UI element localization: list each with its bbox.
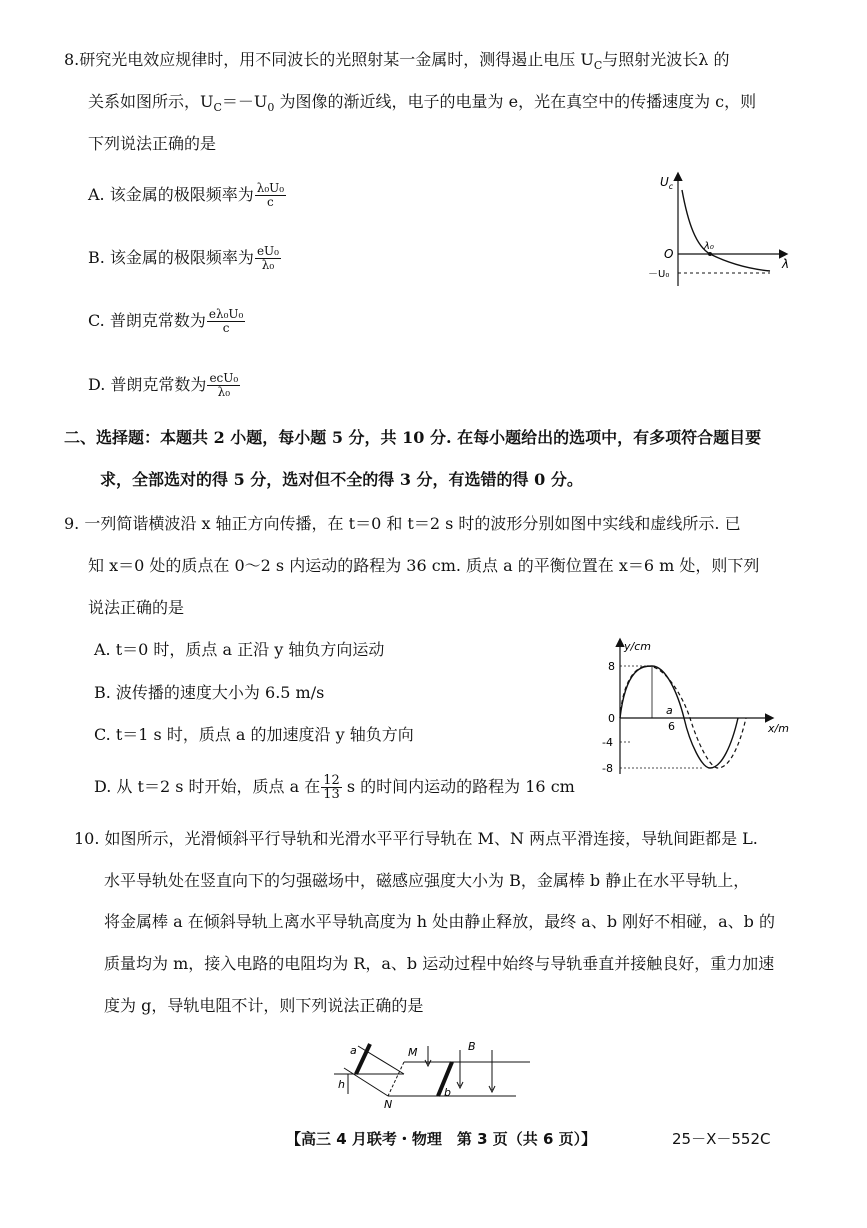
q8-photoelectric-graph xyxy=(640,168,800,298)
label-m: M xyxy=(408,1046,418,1059)
mn-connection xyxy=(388,1062,404,1096)
x-axis-label: x/m xyxy=(768,722,789,735)
q10-rail-graph xyxy=(326,1036,536,1110)
footer-page-info: 【高三 4 月联考・物理 第 3 页（共 6 页）】 xyxy=(286,1130,597,1148)
label-b-field: B xyxy=(468,1040,476,1053)
dashed-wave-t2 xyxy=(620,666,746,768)
lambda0-label: λ₀ xyxy=(704,241,714,252)
lambda0-point xyxy=(708,252,712,256)
q9-stem-line2: 知 x＝0 处的质点在 0～2 s 内运动的路程为 36 cm. 质点 a 的平衡位置在 x＝6 m 处，则下列 xyxy=(88,556,760,575)
q9-stem-line1: 9. 一列简谐横波沿 x 轴正方向传播，在 t＝0 和 t＝2 s 时的波形分别如图中实线和虚线所示. 已 xyxy=(64,514,741,533)
tick-x6: 6 xyxy=(668,720,675,733)
section2-header-line2: 求，全部选对的得 5 分，选对但不全的得 3 分，有选错的得 0 分。 xyxy=(100,470,583,489)
tick-8: 8 xyxy=(608,660,615,673)
q9-wave-graph xyxy=(592,634,792,780)
q8-option-b[interactable]: B. 该金属的极限频率为 $\frac{\text{eU₀}}{\text{λ₀}}$ xyxy=(88,244,279,272)
origin-label: O xyxy=(664,247,674,261)
label-h: h xyxy=(338,1078,345,1091)
solid-wave-t0 xyxy=(620,666,738,768)
q9-option-d[interactable]: D. 从 t＝2 s 时开始，质点 a 在 $\frac{12}{13}$ s 的时间内运动的路程为 16 cm xyxy=(94,773,575,802)
tick-0: 0 xyxy=(608,712,615,725)
q10-stem-line1: 10. 如图所示，光滑倾斜平行导轨和光滑水平平行导轨在 M、N 两点平滑连接，导轨间距都是 L. xyxy=(74,829,758,848)
q10-stem-line4: 质量均为 m，接入电路的电阻均为 R，a、b 运动过程中始终与导轨垂直并接触良好，重力加速 xyxy=(104,954,775,973)
tick-neg8: -8 xyxy=(602,762,613,775)
q8-option-a[interactable]: A. 该金属的极限频率为 $\frac{\text{λ₀U₀}}{c}$ xyxy=(88,181,285,209)
footer-code: 25－X－552C xyxy=(672,1130,771,1148)
q9-option-a[interactable]: A. t＝0 时，质点 a 正沿 y 轴负方向运动 xyxy=(94,640,385,659)
q9-option-b[interactable]: B. 波传播的速度大小为 6.5 m/s xyxy=(94,683,325,702)
q8-option-d[interactable]: D. 普朗克常数为 $\frac{\text{ecU₀}}{\text{λ₀}}$ xyxy=(88,371,239,399)
incline-rail-lower xyxy=(344,1068,388,1096)
q8-stem-line2: 关系如图所示，$U_C=-U_0$ 为图像的渐近线，电子的电量为 e，光在真空中的传播速度为 c，则 xyxy=(88,92,757,115)
neg-u0-label: －U₀ xyxy=(648,269,670,280)
uc-curve xyxy=(682,190,770,271)
q8-stem-line3: 下列说法正确的是 xyxy=(88,134,217,153)
label-n: N xyxy=(384,1098,393,1110)
q10-stem-line2: 水平导轨处在竖直向下的匀强磁场中，磁感应强度大小为 B，金属棒 b 静止在水平导轨上， xyxy=(104,871,750,890)
x-axis-label: λ xyxy=(782,257,790,271)
q9-stem-line3: 说法正确的是 xyxy=(88,598,185,617)
q8-stem-line1: 8.研究光电效应规律时，用不同波长的光照射某一金属时，测得遏止电压 $U_C$与照射光波长λ 的 xyxy=(64,50,730,73)
section2-header-line1: 二、选择题：本题共 2 小题，每小题 5 分，共 10 分. 在每小题给出的选项中，有多项符合题目要 xyxy=(64,428,762,447)
q8-option-c[interactable]: C. 普朗克常数为 $\frac{\text{eλ₀U₀}}{c}$ xyxy=(88,307,244,335)
point-a-label: a xyxy=(666,704,673,717)
q10-stem-line5: 度为 g，导轨电阻不计，则下列说法正确的是 xyxy=(104,996,424,1015)
label-b-rod: b xyxy=(444,1086,451,1099)
q9-option-c[interactable]: C. t＝1 s 时，质点 a 的加速度沿 y 轴负方向 xyxy=(94,725,414,744)
label-a: a xyxy=(350,1044,357,1057)
tick-neg4: -4 xyxy=(602,736,613,749)
y-axis-label: $U_c$ xyxy=(660,175,674,191)
q10-stem-line3: 将金属棒 a 在倾斜导轨上离水平导轨高度为 h 处由静止释放，最终 a、b 刚好不相碰，a、b 的 xyxy=(104,912,776,931)
y-axis-label: y/cm xyxy=(624,640,651,653)
